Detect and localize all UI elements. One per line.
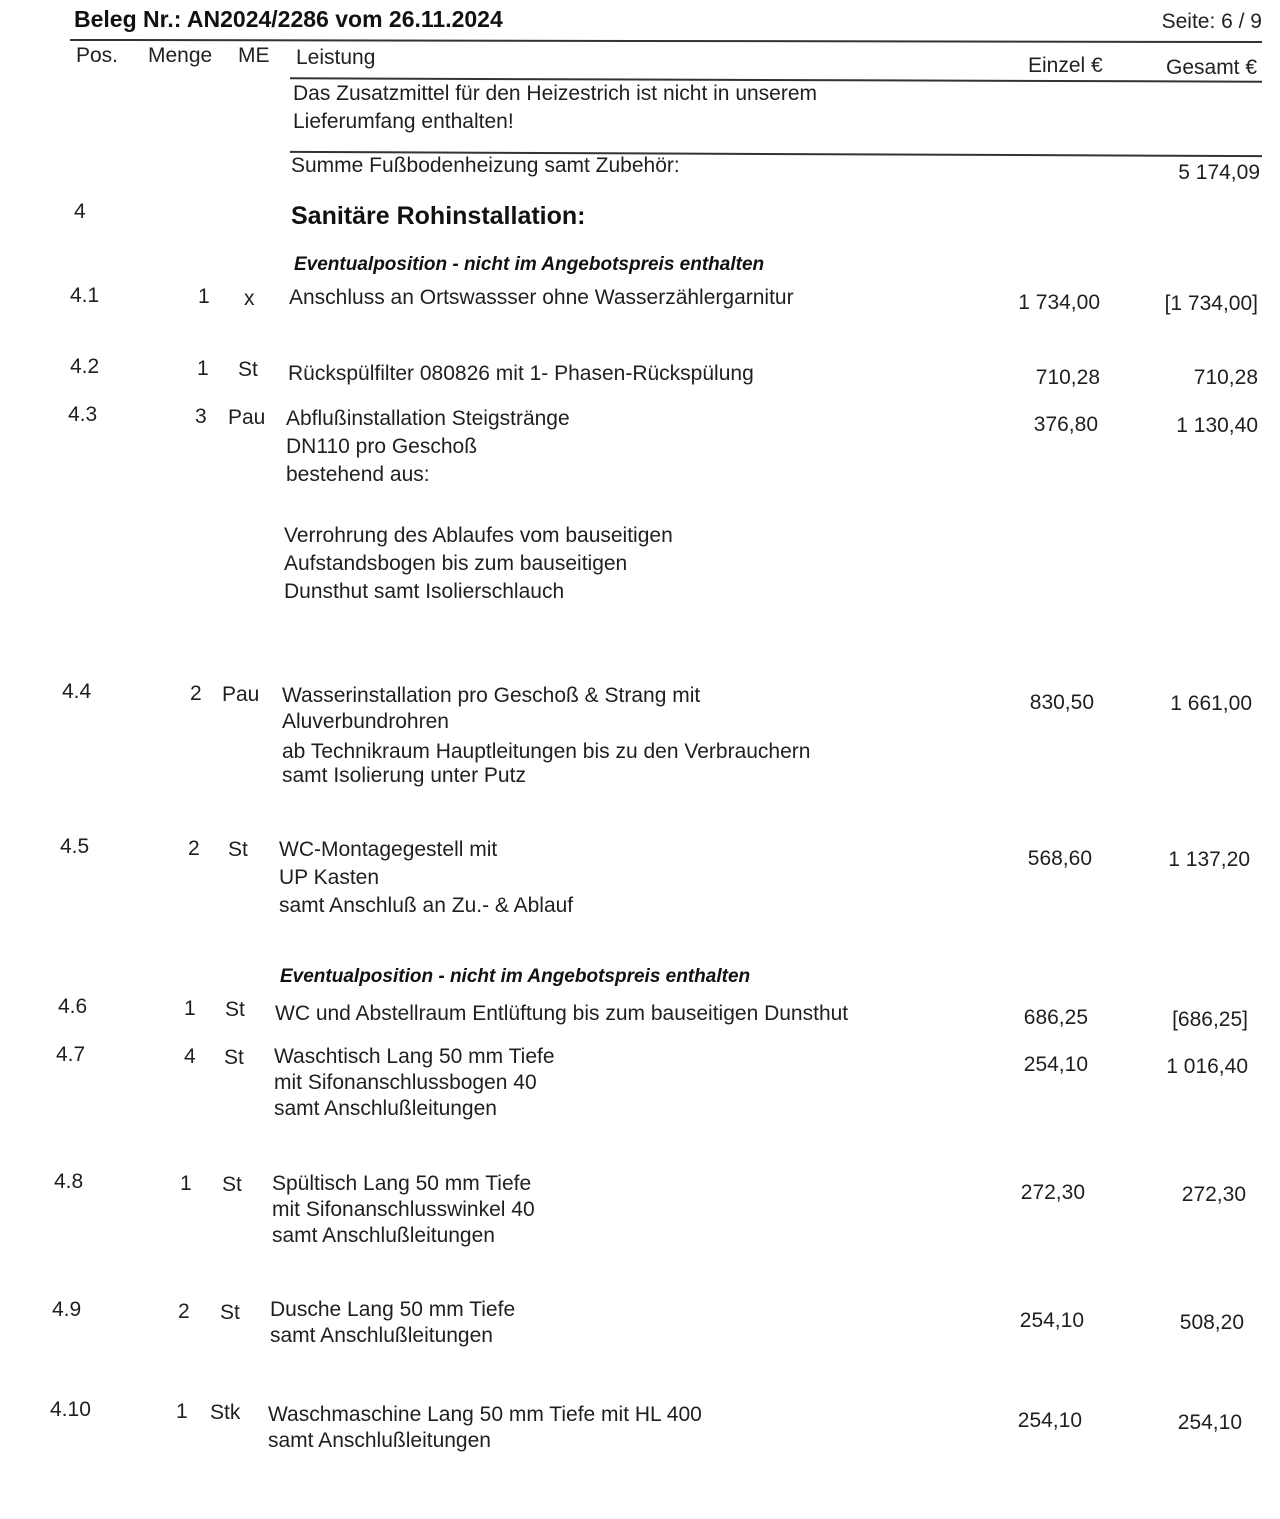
item-unit: x xyxy=(244,287,255,310)
item-unit: St xyxy=(224,1046,244,1069)
eventual-position-label: Eventualposition - nicht im Angebotspreis enthalten xyxy=(294,254,765,275)
item-description-line: Aufstandsbogen bis zum bauseitigen xyxy=(284,552,628,575)
item-description-line: Waschtisch Lang 50 mm Tiefe xyxy=(274,1045,555,1068)
column-header-menge: Menge xyxy=(148,44,213,67)
item-description xyxy=(286,405,570,489)
item-description xyxy=(274,1043,555,1123)
item-total: 254,10 xyxy=(1177,1411,1242,1434)
column-header-pos: Pos. xyxy=(76,44,119,67)
item-unit: St xyxy=(225,998,245,1021)
item-description-line: Rückspülfilter 080826 mit 1- Phasen-Rückspülung xyxy=(288,362,754,385)
item-total: [686,25] xyxy=(1172,1008,1248,1031)
item-qty: 1 xyxy=(197,357,209,380)
item-description xyxy=(288,360,754,388)
item-total: [1 734,00] xyxy=(1164,292,1258,315)
item-qty: 1 xyxy=(198,285,210,308)
item-description xyxy=(268,1401,702,1455)
item-qty: 1 xyxy=(184,997,196,1020)
item-total: 710,28 xyxy=(1193,366,1258,389)
item-description-line: Wasserinstallation pro Geschoß & Strang mit xyxy=(282,684,701,707)
item-unit: St xyxy=(222,1173,242,1196)
item-unit-price: 254,10 xyxy=(1019,1309,1084,1332)
intro-note-line: Das Zusatzmittel für den Heizestrich ist nicht in unserem xyxy=(293,82,818,105)
column-header-gesamt: Gesamt € xyxy=(1166,56,1258,79)
item-unit-price: 568,60 xyxy=(1027,847,1092,870)
page-number: Seite: 6 / 9 xyxy=(1161,10,1262,33)
item-description-line: samt Anschlußleitungen xyxy=(270,1324,493,1347)
item-unit-price: 254,10 xyxy=(1023,1053,1088,1076)
column-header-me: ME xyxy=(238,44,270,67)
item-pos: 4.4 xyxy=(62,680,92,703)
item-description-line: Dunsthut samt Isolierschlauch xyxy=(284,580,565,603)
item-total: 1 130,40 xyxy=(1176,414,1258,437)
item-unit-price: 686,25 xyxy=(1023,1006,1088,1029)
document-title: Beleg Nr.: AN2024/2286 vom 26.11.2024 xyxy=(74,6,503,32)
item-qty: 1 xyxy=(176,1400,188,1423)
item-description-continued xyxy=(284,522,673,606)
item-pos: 4.10 xyxy=(50,1398,91,1421)
item-pos: 4.8 xyxy=(54,1170,84,1193)
item-unit: St xyxy=(220,1301,240,1324)
item-unit: St xyxy=(228,838,248,861)
intro-note-line: Lieferumfang enthalten! xyxy=(293,110,514,133)
item-total: 1 016,40 xyxy=(1166,1055,1248,1078)
item-unit-price: 1 734,00 xyxy=(1018,291,1100,314)
eventual-position-label: Eventualposition - nicht im Angebotspreis enthalten xyxy=(280,966,751,987)
item-description xyxy=(270,1296,515,1350)
item-description-line: Aluverbundrohren xyxy=(282,710,449,733)
item-unit-price: 254,10 xyxy=(1017,1409,1082,1432)
item-description-line: mit Sifonanschlusswinkel 40 xyxy=(272,1198,535,1221)
item-description-line: ab Technikraum Hauptleitungen bis zu den Verbrauchern xyxy=(282,740,811,763)
item-description xyxy=(272,1170,535,1250)
item-description-line: samt Isolierung unter Putz xyxy=(282,764,526,787)
item-description-line: Verrohrung des Ablaufes vom bauseitigen xyxy=(284,524,673,547)
item-unit-price: 710,28 xyxy=(1035,366,1100,389)
item-pos: 4.1 xyxy=(70,284,100,307)
subtotal-value: 5 174,09 xyxy=(1178,161,1260,184)
item-pos: 4.3 xyxy=(68,403,98,426)
item-pos: 4.5 xyxy=(60,835,90,858)
item-qty: 2 xyxy=(188,837,200,860)
item-unit: Pau xyxy=(222,683,260,706)
item-description-line: UP Kasten xyxy=(279,866,380,889)
item-qty: 1 xyxy=(180,1172,192,1195)
item-description-line: samt Anschluß an Zu.- & Ablauf xyxy=(279,894,574,917)
item-qty: 2 xyxy=(190,682,202,705)
item-description xyxy=(282,682,810,790)
item-total: 272,30 xyxy=(1181,1183,1246,1206)
section-number: 4 xyxy=(74,200,86,223)
item-description-line: samt Anschlußleitungen xyxy=(268,1429,491,1452)
item-description-line: WC-Montagegestell mit xyxy=(279,838,498,861)
item-unit-price: 830,50 xyxy=(1029,691,1094,714)
item-description-line: WC und Abstellraum Entlüftung bis zum bauseitigen Dunsthut xyxy=(275,1002,849,1025)
intro-note xyxy=(293,80,817,136)
item-description xyxy=(275,1000,848,1028)
item-total: 508,20 xyxy=(1179,1311,1244,1334)
item-description-line: bestehend aus: xyxy=(286,463,430,486)
item-unit-price: 272,30 xyxy=(1020,1181,1085,1204)
header-rule xyxy=(70,39,1262,43)
item-unit: Stk xyxy=(210,1401,241,1424)
item-unit: Pau xyxy=(228,406,266,429)
item-description-line: Dusche Lang 50 mm Tiefe xyxy=(270,1298,516,1321)
item-description-line: samt Anschlußleitungen xyxy=(274,1097,497,1120)
item-description xyxy=(279,836,573,920)
item-total: 1 661,00 xyxy=(1170,692,1252,715)
column-header-einzel: Einzel € xyxy=(1028,54,1103,77)
item-description-line: Anschluss an Ortswassser ohne Wasserzählergarnitur xyxy=(289,286,794,309)
item-unit-price: 376,80 xyxy=(1033,413,1098,436)
item-qty: 4 xyxy=(184,1045,196,1068)
item-description-line: mit Sifonanschlussbogen 40 xyxy=(274,1071,537,1094)
section-title: Sanitäre Rohinstallation: xyxy=(291,202,586,230)
item-qty: 3 xyxy=(195,405,207,428)
item-total: 1 137,20 xyxy=(1168,848,1250,871)
item-description-line: DN110 pro Geschoß xyxy=(286,435,478,458)
item-description-line: Spültisch Lang 50 mm Tiefe xyxy=(272,1172,532,1195)
item-description-line: Waschmaschine Lang 50 mm Tiefe mit HL 400 xyxy=(268,1403,702,1426)
item-pos: 4.9 xyxy=(52,1298,82,1321)
column-header-leistung: Leistung xyxy=(296,46,376,69)
item-pos: 4.7 xyxy=(56,1043,86,1066)
item-description-line: Abflußinstallation Steigstränge xyxy=(286,407,570,430)
item-unit: St xyxy=(238,358,258,381)
item-description-line: samt Anschlußleitungen xyxy=(272,1224,495,1247)
item-pos: 4.2 xyxy=(70,355,100,378)
item-qty: 2 xyxy=(178,1300,190,1323)
subtotal-label: Summe Fußbodenheizung samt Zubehör: xyxy=(291,154,680,177)
item-description xyxy=(289,284,794,312)
item-pos: 4.6 xyxy=(58,995,88,1018)
